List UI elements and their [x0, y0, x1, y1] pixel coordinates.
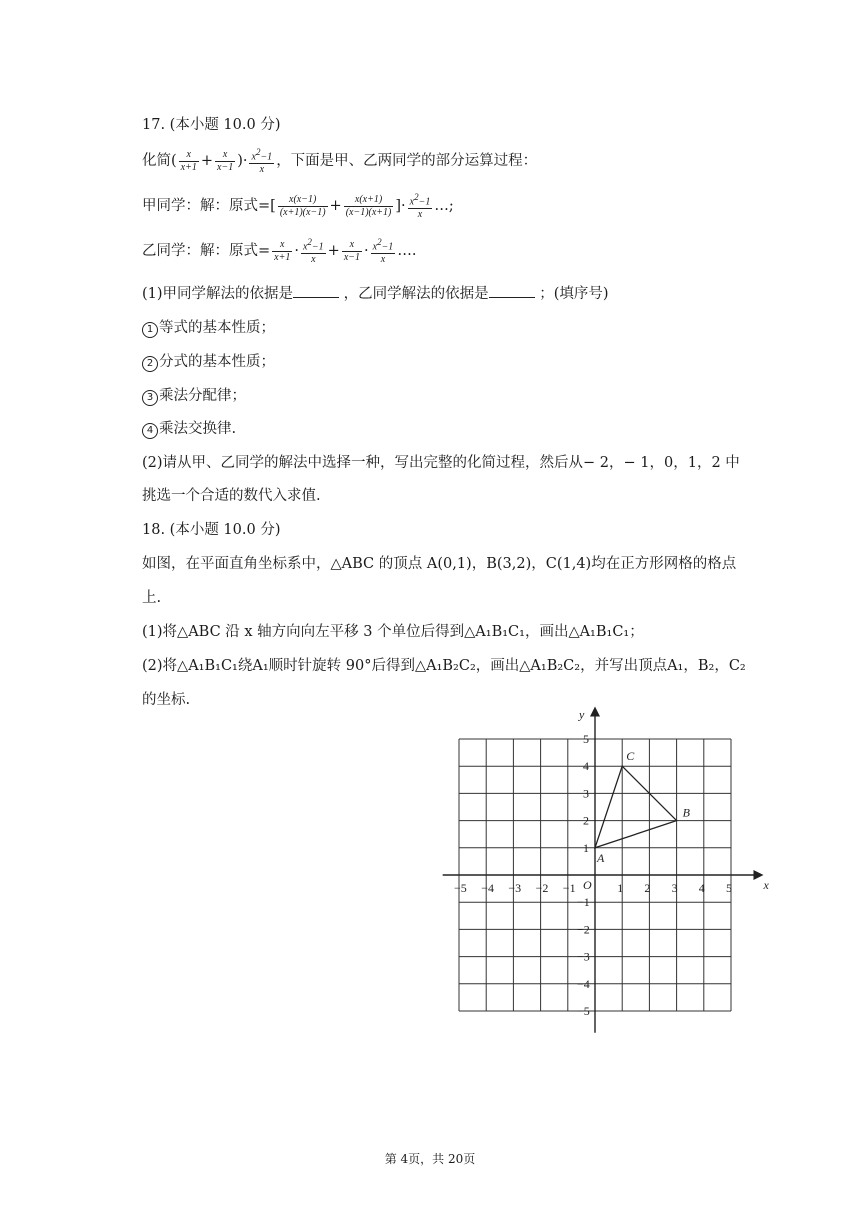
- q17-option-2: [142, 350, 275, 372]
- x-axis-arrow-icon: [753, 870, 763, 880]
- q17-part1-b: ，乙同学解法的依据是: [343, 286, 489, 302]
- q17-option-1: [142, 316, 275, 338]
- q17-part1-a: (1)甲同学解法的依据是: [142, 286, 294, 302]
- q17-intro-suffix: ，下面是甲、乙两同学的部分运算过程：: [276, 153, 538, 170]
- y-tick-label: −2: [577, 922, 590, 937]
- y-axis-arrow-icon: [590, 707, 600, 717]
- q18-line4: (2)将△A₁B₁C₁绕A₁顺时针旋转 90°后得到△A₁B₂C₂，画出△A₁B₂C₂，并写出顶点A₁，B₂，C₂: [142, 658, 746, 674]
- answer-blank-2[interactable]: [489, 285, 535, 298]
- point-label-c: C: [626, 749, 635, 764]
- circled-2-icon: 2: [142, 356, 158, 372]
- q17-intro: 化简( $\frac{x}{x+1}$ + $\frac{x}{x-1}$ )· $\frac{x^2-1}{x}$ ，下面是甲、乙两同学的部分运算过程：: [142, 147, 538, 176]
- circled-4-icon: 4: [142, 423, 158, 439]
- x-tick-label: 3: [671, 881, 678, 895]
- option-3-text: 乘法分配律；: [159, 388, 246, 404]
- q17-option-3: [142, 384, 246, 406]
- y-tick-label: 2: [583, 813, 589, 828]
- x-axis-label: x: [763, 878, 769, 892]
- y-tick-label: 5: [583, 732, 589, 746]
- q18-line2: 上.: [142, 590, 162, 606]
- q17-option-4: [142, 417, 236, 439]
- y-tick-label: −3: [577, 949, 590, 964]
- q17-yi-suffix: ….: [397, 243, 417, 260]
- y-tick-label: 3: [583, 786, 589, 801]
- q17-yi-prefix: 乙同学：解：原式=: [142, 243, 271, 260]
- y-tick-label: −4: [577, 976, 590, 991]
- y-tick-label: 4: [583, 759, 589, 774]
- q17-yi: 乙同学：解：原式= $\frac{x}{x+1}$ · $\frac{x^2-1}{x}$ + $\frac{x}{x-1}$ · $\frac{x^2-1}{x}$ ….: [142, 237, 417, 266]
- q18-line1: 如图，在平面直角坐标系中，△ABC 的顶点 A(0,1)，B(3,2)，C(1,4)均在正方形网格的格点: [142, 556, 737, 572]
- x-tick-label: −1: [562, 881, 576, 895]
- point-label-a: A: [597, 850, 605, 865]
- triangle-abc: [595, 766, 677, 848]
- q17-part1-c: ；(填序号): [539, 286, 609, 302]
- x-tick-label: 5: [726, 881, 732, 895]
- answer-blank-1[interactable]: [293, 285, 339, 298]
- y-tick-label: −5: [577, 1004, 590, 1018]
- y-tick-label: −1: [577, 895, 590, 910]
- q17-jia-prefix: 甲同学：解：原式=: [142, 198, 271, 215]
- circled-1-icon: 1: [142, 322, 158, 338]
- point-label-b: B: [682, 805, 690, 820]
- option-4-text: 乘法交换律.: [159, 421, 237, 437]
- q18-line3: (1)将△ABC 沿 x 轴方向向左平移 3 个单位后得到△A₁B₁C₁，画出△A₁B₁C₁；: [142, 624, 644, 640]
- page-footer: 第 4页，共 20页: [384, 1152, 476, 1166]
- x-tick-label: −3: [508, 881, 522, 895]
- x-tick-label: 4: [698, 881, 705, 895]
- x-tick-label: −2: [535, 881, 549, 895]
- q17-intro-prefix: 化简: [142, 153, 171, 170]
- q17-jia-suffix: …;: [434, 198, 454, 215]
- origin-label: O: [583, 878, 592, 892]
- circled-3-icon: 3: [142, 390, 158, 406]
- q17-jia: 甲同学：解：原式=[ $\frac{x(x-1)}{(x+1)(x-1)}$ + $\frac{x(x+1)}{(x-1)(x+1)}$ ]· $\frac{x^2-1}{x}$ …;: [142, 192, 454, 221]
- q17-part1: [142, 282, 609, 303]
- x-tick-label: 2: [644, 881, 651, 895]
- y-tick-label: 1: [583, 840, 589, 855]
- q18-line5: 的坐标.: [142, 692, 191, 708]
- x-tick-label: −4: [481, 881, 494, 895]
- option-2-text: 分式的基本性质；: [159, 354, 275, 370]
- y-axis-label: y: [579, 707, 585, 722]
- q17-part2-line1: (2)请从甲、乙同学的解法中选择一种，写出完整的化简过程，然后从− 2，− 1，0，1，2 中: [142, 455, 740, 471]
- q18-header: 18. (本小题 10.0 分): [142, 522, 281, 538]
- q17-part2-line2: 挑选一个合适的数代入求值.: [142, 488, 321, 504]
- option-1-text: 等式的基本性质；: [159, 320, 275, 336]
- coordinate-grid: [435, 707, 769, 1042]
- x-tick-label: 1: [617, 881, 624, 895]
- x-tick-label: −5: [454, 881, 467, 895]
- q17-header: 17. (本小题 10.0 分): [142, 117, 281, 133]
